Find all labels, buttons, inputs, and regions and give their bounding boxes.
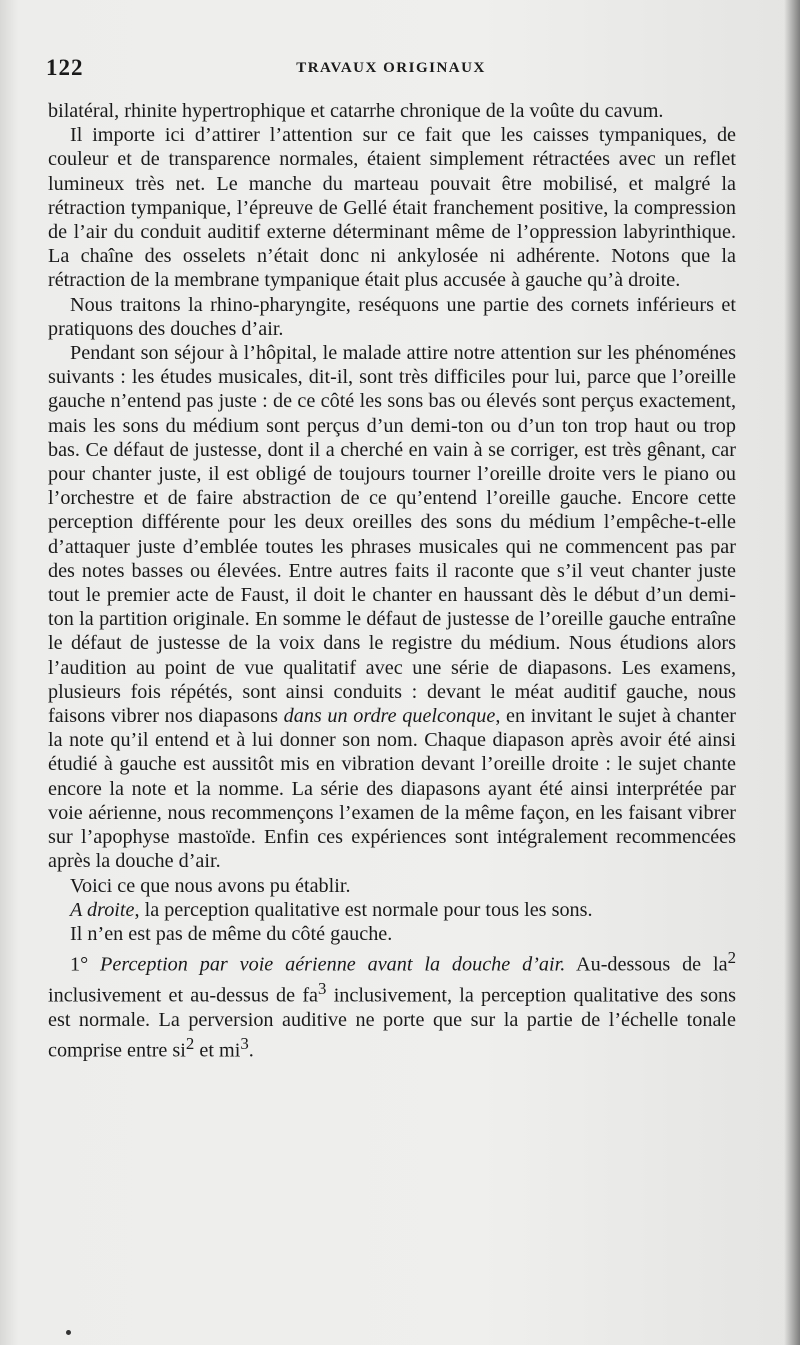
superscript-4: 3	[240, 1034, 249, 1054]
paragraph-6-italic: A droite	[70, 898, 135, 921]
paragraph-4	[48, 341, 736, 873]
paragraph-8-italic: Perception par voie aérienne avant la douche d’air.	[100, 953, 566, 976]
paragraph-4-text-a: Pendant son séjour à l’hôpital, le malade attire notre attention sur les phénoménes suivants : les études musicales, dit-il, sont très difficiles pour lui, parce que l’oreille gauche n’entend pas juste : de ce côté les sons bas ou élevés sont perçus exactement, mais les sons du médium sont perçus d’un demi-ton ou d’un ton trop haut ou trop bas. Ce défaut de justesse, dont il a cherché en vain à se corriger, est très gênant, car pour chanter juste, il est obligé de toujours tourner l’oreille droite vers le piano ou l’orchestre et de faire abstraction de ce qu’entend l’oreille gauche. Encore cette perception différente pour les deux oreilles des sons du médium l’empêche-t-elle d’attaquer juste d’emblée toutes les phrases musicales qui ne commencent pas par des notes basses ou élevées. Entre autres faits il raconte que s’il veut chanter juste tout le premier acte de Faust, il doit le chanter en haussant dès le début d’un demi-ton la partition originale. En somme le défaut de justesse de l’oreille gauche entraîne le défaut de justesse de la voix dans le registre du médium. Nous étudions alors l’audition au point de vue qualitatif avec une série de diapasons. Les examens, plusieurs fois répétés, sont ainsi conduits : devant le méat auditif gauche, nous faisons vibrer nos diapasons	[48, 342, 736, 728]
paragraph-8-text-3: inclusivement, la perception qualitative des sons est normale. La perversion auditive ne porte que sur la partie de l’échelle tonale comprise entre si	[48, 984, 736, 1062]
superscript-3: 2	[185, 1034, 195, 1054]
paragraph-4-text-b: , en invitant le sujet à chanter la note qu’il entend et à lui donner son nom. Chaque diapason après avoir été ainsi étudié à gauche est aussitôt mis en vibration devant l’oreille droite : le sujet chante encore la note et la nomme. La série des diapasons ayant été ainsi interprétée par voie aérienne, nous recommençons l’examen de la même façon, en les faisant vibrer sur l’apophyse mastoïde. Enfin ces expériences sont intégralement recommencées après la douche d’air.	[48, 705, 736, 873]
paragraph-8	[48, 946, 736, 1063]
page-header	[46, 55, 736, 85]
paragraph-1: bilatéral, rhinite hypertrophique et catarrhe chronique de la voûte du cavum.	[48, 100, 664, 122]
paragraph-6-text: , la perception qualitative est normale pour tous les sons.	[134, 898, 593, 921]
binding-shadow	[784, 0, 800, 1345]
paragraph-6	[48, 898, 736, 922]
paragraph-8-text-5: .	[248, 1039, 254, 1062]
paragraph-3: Nous traitons la rhino-pharyngite, reséquons une partie des cornets inférieurs et pratiquons des douches d’air.	[48, 293, 736, 340]
running-title: TRAVAUX ORIGINAUX	[296, 60, 486, 76]
superscript-1: 2	[727, 948, 737, 968]
paragraph-4-italic: dans un ordre quelconque	[283, 705, 496, 728]
paragraph-8-text-1: Au-dessous de la	[565, 953, 728, 976]
paragraph-5: Voici ce que nous avons pu établir.	[70, 874, 351, 897]
paragraph-8-text-4: et mi	[194, 1039, 241, 1062]
paragraph-8-text-2: inclusivement et au-dessus de fa	[48, 984, 319, 1007]
body-text	[48, 99, 736, 1063]
superscript-2: 3	[318, 979, 327, 999]
page-number: 122	[46, 55, 84, 80]
paragraph-8-number: 1°	[70, 953, 89, 976]
paragraph-2: Il importe ici d’attirer l’attention sur ce fait que les caisses tympaniques, de couleur et de transparence normales, étaient simplement rétractées avec un reflet lumineux très net. Le manche du marteau pouvait être mobilisé, et malgré la rétraction tympanique, l’épreuve de Gellé était franchement positive, la compression de l’air du conduit auditif externe déterminant même de l’oppression labyrinthique. La chaîne des osselets n’était donc ni ankylosée ni adhérente. Notons que la rétraction de la membrane tympanique était plus accusée à gauche qu’à droite.	[48, 124, 736, 292]
page-speck	[66, 1330, 71, 1335]
paragraph-7: Il n’en est pas de même du côté gauche.	[70, 922, 393, 945]
